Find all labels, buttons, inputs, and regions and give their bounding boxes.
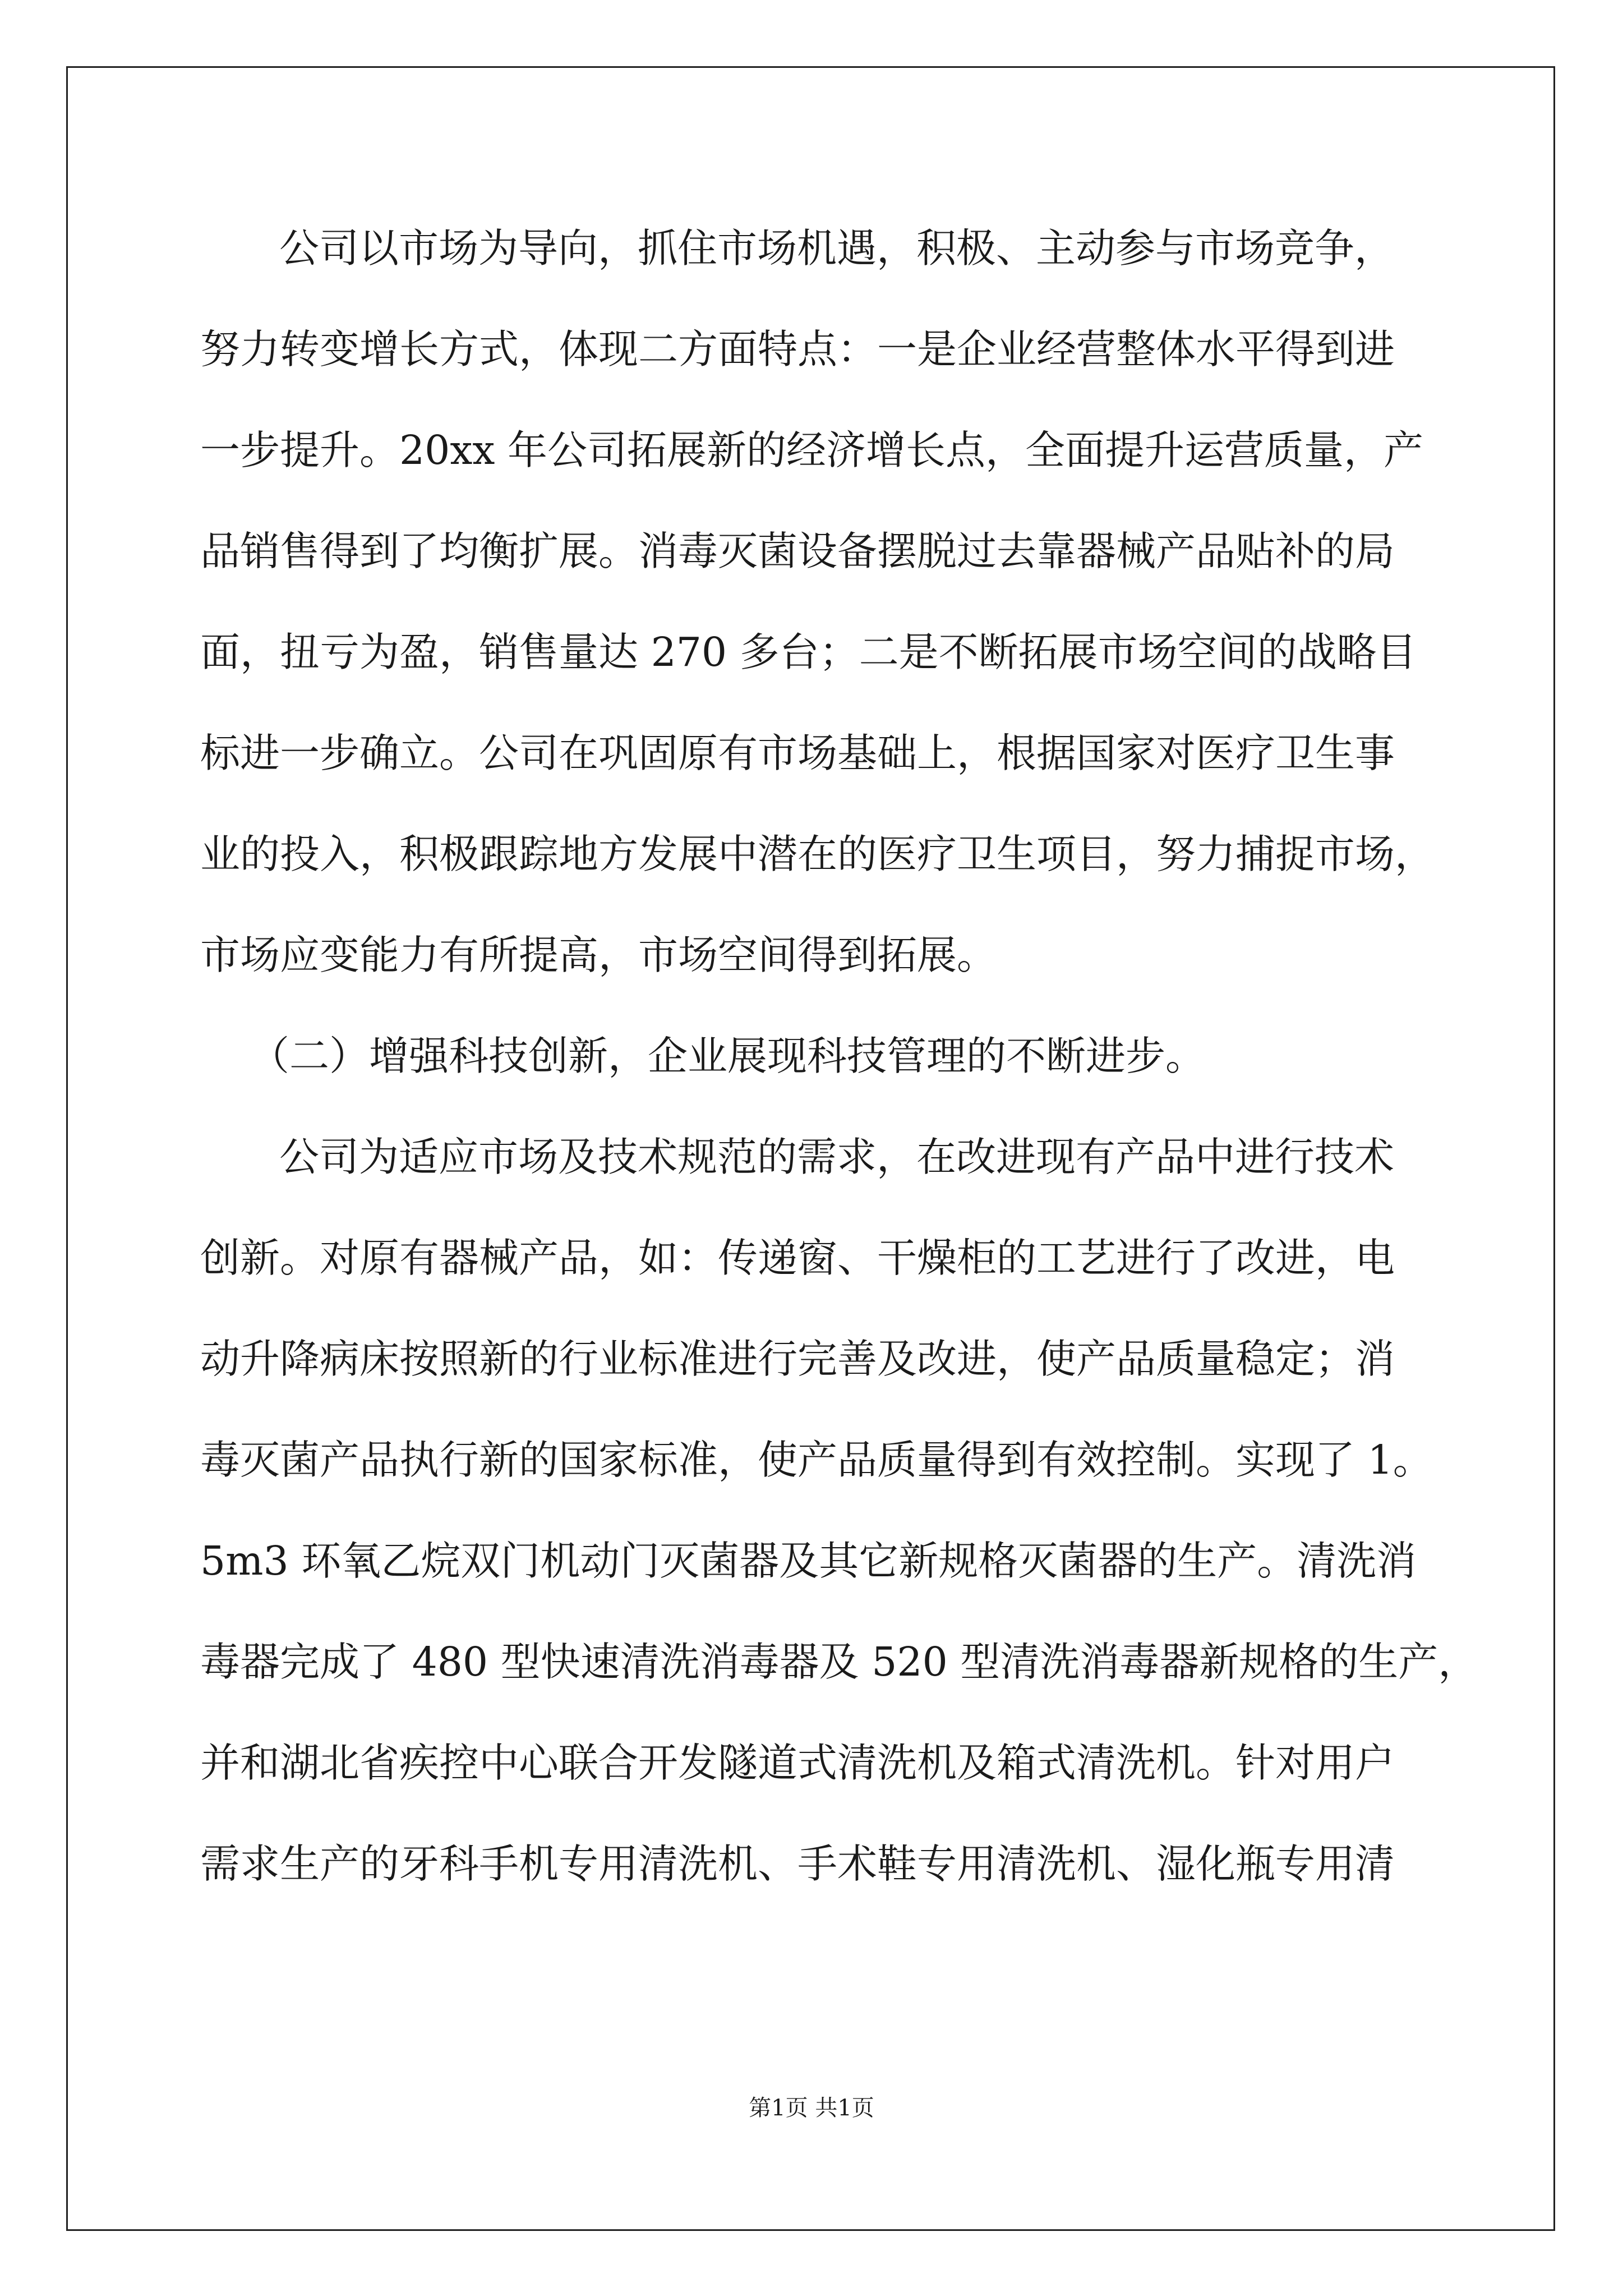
text-line: 努力转变增长方式，体现二方面特点：一是企业经营整体水平得到进 xyxy=(200,326,1395,372)
text-line: 需求生产的牙科手机专用清洗机、手术鞋专用清洗机、湿化瓶专用清 xyxy=(200,1841,1395,1887)
text-line: 业的投入，积极跟踪地方发展中潜在的医疗卫生项目，努力捕捉市场， xyxy=(200,831,1435,877)
text-line: 创新。对原有器械产品，如：传递窗、干燥柜的工艺进行了改进，电 xyxy=(200,1235,1395,1281)
section-heading: （二）增强科技创新，企业展现科技管理的不断进步。 xyxy=(250,1033,1206,1079)
text-line: 毒器完成了 480 型快速清洗消毒器及 520 型清洗消毒器新规格的生产， xyxy=(200,1639,1478,1685)
text-line: 5m3 环氧乙烷双门机动门灭菌器及其它新规格灭菌器的生产。清洗消 xyxy=(200,1538,1417,1584)
text-line: 公司以市场为导向，抓住市场机遇，积极、主动参与市场竞争， xyxy=(279,225,1395,272)
text-line: 品销售得到了均衡扩展。消毒灭菌设备摆脱过去靠器械产品贴补的局 xyxy=(200,528,1395,574)
text-line: 市场应变能力有所提高，市场空间得到拓展。 xyxy=(200,932,997,978)
text-line: 面，扭亏为盈，销售量达 270 多台；二是不断拓展市场空间的战略目 xyxy=(200,629,1417,675)
page-footer: 第1页 共1页 xyxy=(749,2095,874,2121)
text-line: 动升降病床按照新的行业标准进行完善及改进，使产品质量稳定；消 xyxy=(200,1336,1395,1382)
text-line: 标进一步确立。公司在巩固原有市场基础上，根据国家对医疗卫生事 xyxy=(200,730,1395,776)
text-line: 一步提升。20xx 年公司拓展新的经济增长点，全面提升运营质量，产 xyxy=(200,427,1423,473)
text-line: 毒灭菌产品执行新的国家标准，使产品质量得到有效控制。实现了 1。 xyxy=(200,1437,1433,1483)
text-line: 并和湖北省疾控中心联合开发隧道式清洗机及箱式清洗机。针对用户 xyxy=(200,1740,1395,1786)
text-line: 公司为适应市场及技术规范的需求，在改进现有产品中进行技术 xyxy=(279,1134,1395,1180)
